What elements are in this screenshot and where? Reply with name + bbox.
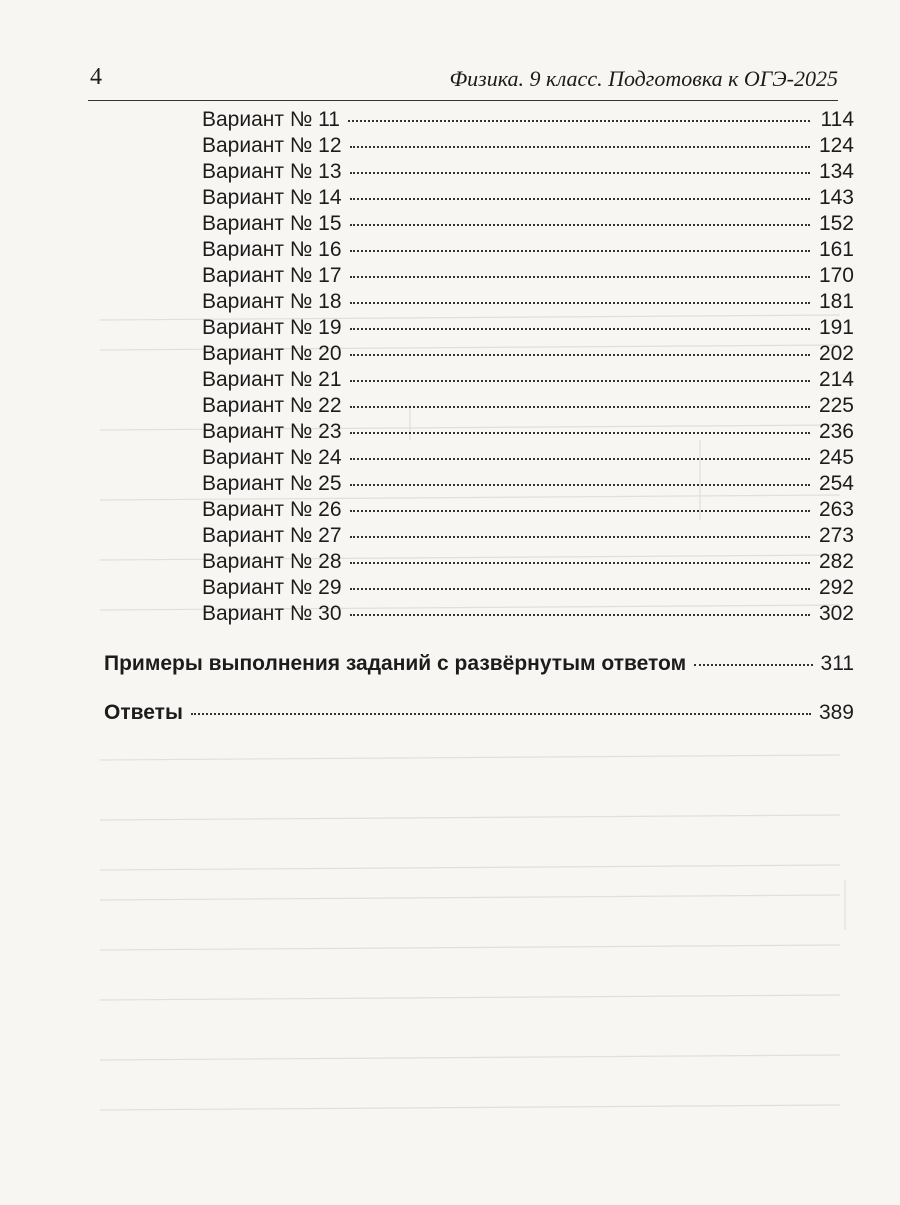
toc-section-answers[interactable] <box>104 699 854 727</box>
toc-entry-page: 214 <box>818 368 854 391</box>
toc-entry-page: 134 <box>818 160 854 183</box>
toc-entry-label: Вариант № 19 <box>202 316 342 339</box>
toc-entry-page: 302 <box>818 602 854 625</box>
dot-leader <box>350 353 810 356</box>
toc-entry-variant-28[interactable] <box>202 549 854 575</box>
dot-leader <box>350 145 810 148</box>
dot-leader <box>350 535 810 538</box>
dot-leader <box>350 171 810 174</box>
toc-entry-label: Вариант № 30 <box>202 602 342 625</box>
toc-entry-variant-23[interactable] <box>202 419 854 445</box>
toc-entry-label: Вариант № 17 <box>202 264 342 287</box>
toc-entry-label: Вариант № 26 <box>202 498 342 521</box>
toc-entry-variant-29[interactable] <box>202 575 854 601</box>
toc-entry-label: Вариант № 13 <box>202 160 342 183</box>
toc-entry-label: Вариант № 12 <box>202 134 342 157</box>
toc-entry-label: Вариант № 16 <box>202 238 342 261</box>
toc-entry-page: 273 <box>818 524 854 547</box>
toc-entry-label: Вариант № 22 <box>202 394 342 417</box>
dot-leader <box>350 223 810 226</box>
toc-entry-variant-30[interactable] <box>202 601 854 627</box>
dot-leader <box>350 197 810 200</box>
toc-entry-page: 236 <box>818 420 854 443</box>
dot-leader <box>350 301 810 304</box>
toc-entry-label: Вариант № 29 <box>202 576 342 599</box>
toc-entry-page: 152 <box>818 212 854 235</box>
toc-entry-page: 202 <box>818 342 854 365</box>
toc-entry-page: 254 <box>818 472 854 495</box>
toc-entry-variant-14[interactable] <box>202 185 854 211</box>
toc-entry-label: Вариант № 14 <box>202 186 342 209</box>
toc-section-examples[interactable] <box>104 650 854 678</box>
toc-entry-page: 225 <box>818 394 854 417</box>
header-rule <box>88 100 838 101</box>
toc-entry-variant-26[interactable] <box>202 497 854 523</box>
dot-leader <box>350 379 810 382</box>
toc-entry-page: 170 <box>818 264 854 287</box>
toc-entry-label: Вариант № 18 <box>202 290 342 313</box>
toc-entry-label: Вариант № 21 <box>202 368 342 391</box>
toc-entry-label: Вариант № 27 <box>202 524 342 547</box>
toc-entry-variant-24[interactable] <box>202 445 854 471</box>
toc-entry-label: Вариант № 23 <box>202 420 342 443</box>
toc-entry-label: Вариант № 25 <box>202 472 342 495</box>
dot-leader <box>694 664 812 666</box>
toc-section-page: 389 <box>818 701 854 724</box>
dot-leader <box>348 119 810 122</box>
toc-entry-page: 114 <box>820 108 854 131</box>
toc-section-label: Ответы <box>104 701 183 724</box>
toc-section-page: 311 <box>820 652 854 675</box>
toc-entry-page: 161 <box>818 238 854 261</box>
running-header-title: Физика. 9 класс. Подготовка к ОГЭ-2025 <box>449 66 838 91</box>
toc-entry-page: 263 <box>818 498 854 521</box>
dot-leader <box>350 509 810 512</box>
toc-entry-label: Вариант № 15 <box>202 212 342 235</box>
toc-entry-variant-13[interactable] <box>202 159 854 185</box>
toc-entry-page: 245 <box>818 446 854 469</box>
toc-entry-variant-25[interactable] <box>202 471 854 497</box>
toc-entry-variant-20[interactable] <box>202 341 854 367</box>
toc-entry-page: 143 <box>818 186 854 209</box>
toc-entry-label: Вариант № 24 <box>202 446 342 469</box>
toc-entry-variant-12[interactable] <box>202 133 854 159</box>
dot-leader <box>350 561 810 564</box>
toc-entry-variant-16[interactable] <box>202 237 854 263</box>
toc-entry-variant-18[interactable] <box>202 289 854 315</box>
toc-entry-page: 191 <box>818 316 854 339</box>
toc-entry-label: Вариант № 20 <box>202 342 342 365</box>
toc-entry-variant-19[interactable] <box>202 315 854 341</box>
dot-leader <box>350 613 810 616</box>
toc-entry-variant-11[interactable] <box>202 107 854 133</box>
toc-entry-variant-15[interactable] <box>202 211 854 237</box>
dot-leader <box>350 405 810 408</box>
page-number: 4 <box>90 64 102 90</box>
toc-entry-variant-21[interactable] <box>202 367 854 393</box>
toc-entry-label: Вариант № 28 <box>202 550 342 573</box>
dot-leader <box>350 249 810 252</box>
dot-leader <box>350 327 810 330</box>
toc-section-label: Примеры выполнения заданий с развёрнутым ответом <box>104 652 687 675</box>
dot-leader <box>191 713 811 715</box>
toc-entry-page: 292 <box>818 576 854 599</box>
toc-entry-page: 282 <box>818 550 854 573</box>
dot-leader <box>350 587 810 590</box>
dot-leader <box>350 275 810 278</box>
toc-entry-variant-22[interactable] <box>202 393 854 419</box>
toc-entry-variant-27[interactable] <box>202 523 854 549</box>
dot-leader <box>350 431 810 434</box>
toc-entry-variant-17[interactable] <box>202 263 854 289</box>
toc-entry-page: 181 <box>818 290 854 313</box>
toc-entry-label: Вариант № 11 <box>202 108 340 131</box>
dot-leader <box>350 457 810 460</box>
toc-entry-page: 124 <box>818 134 854 157</box>
dot-leader <box>350 483 810 486</box>
